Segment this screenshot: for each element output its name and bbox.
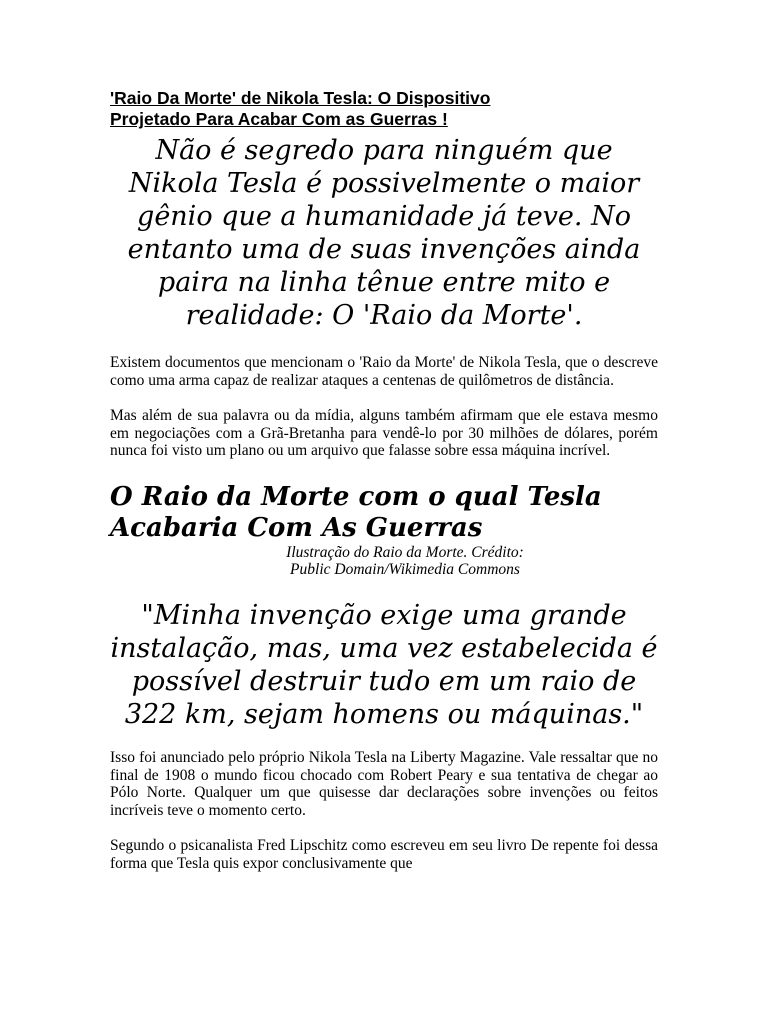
tesla-quote: "Minha invenção exige uma grande instalação, mas, uma vez estabelecida é possível destruir tudo em um raio de 322 km, sejam homens ou máquinas." bbox=[110, 599, 658, 730]
section-heading: O Raio da Morte com o qual Tesla Acabaria Com As Guerras bbox=[110, 481, 602, 543]
article-title bbox=[110, 88, 658, 130]
body-paragraph-3: Isso foi anunciado pelo próprio Nikola Tesla na Liberty Magazine. Vale ressaltar que no final de 1908 o mundo ficou chocado com Robert Peary e sua tentativa de chegar ao Pólo Norte. Qualquer um que quisesse dar declarações sobre invenções ou feitos incríveis teve o momento certo. bbox=[110, 748, 658, 819]
document-page bbox=[110, 88, 658, 873]
body-paragraph-1: Existem documentos que mencionam o 'Raio da Morte' de Nikola Tesla, que o descreve como uma arma capaz de realizar ataques a centenas de quilômetros de distância. bbox=[110, 354, 658, 389]
lead-paragraph: Não é segredo para ninguém que Nikola Tesla é possivelmente o maior gênio que a humanidade já teve. No entanto uma de suas invenções ainda paira na linha tênue entre mito e realidade: O 'Raio da Morte'. bbox=[127, 135, 641, 331]
image-caption-line2: Public Domain/Wikimedia Commons bbox=[290, 561, 520, 579]
body-paragraph-4: Segundo o psicanalista Fred Lipschitz como escreveu em seu livro De repente foi dessa forma que Tesla quis expor conclusivamente que bbox=[110, 837, 658, 872]
article-title-line1: 'Raio Da Morte' de Nikola Tesla: O Dispositivo bbox=[110, 88, 491, 108]
body-paragraph-2: Mas além de sua palavra ou da mídia, alguns também afirmam que ele estava mesmo em negociações com a Grã-Bretanha para vendê-lo por 30 milhões de dólares, porém nunca foi visto um plano ou um arquivo que falasse sobre essa máquina incrível. bbox=[110, 407, 658, 460]
image-caption-line1: Ilustração do Raio da Morte. Crédito: bbox=[286, 543, 524, 561]
article-title-line2: Projetado Para Acabar Com as Guerras ! bbox=[110, 109, 448, 129]
image-caption bbox=[165, 544, 595, 579]
